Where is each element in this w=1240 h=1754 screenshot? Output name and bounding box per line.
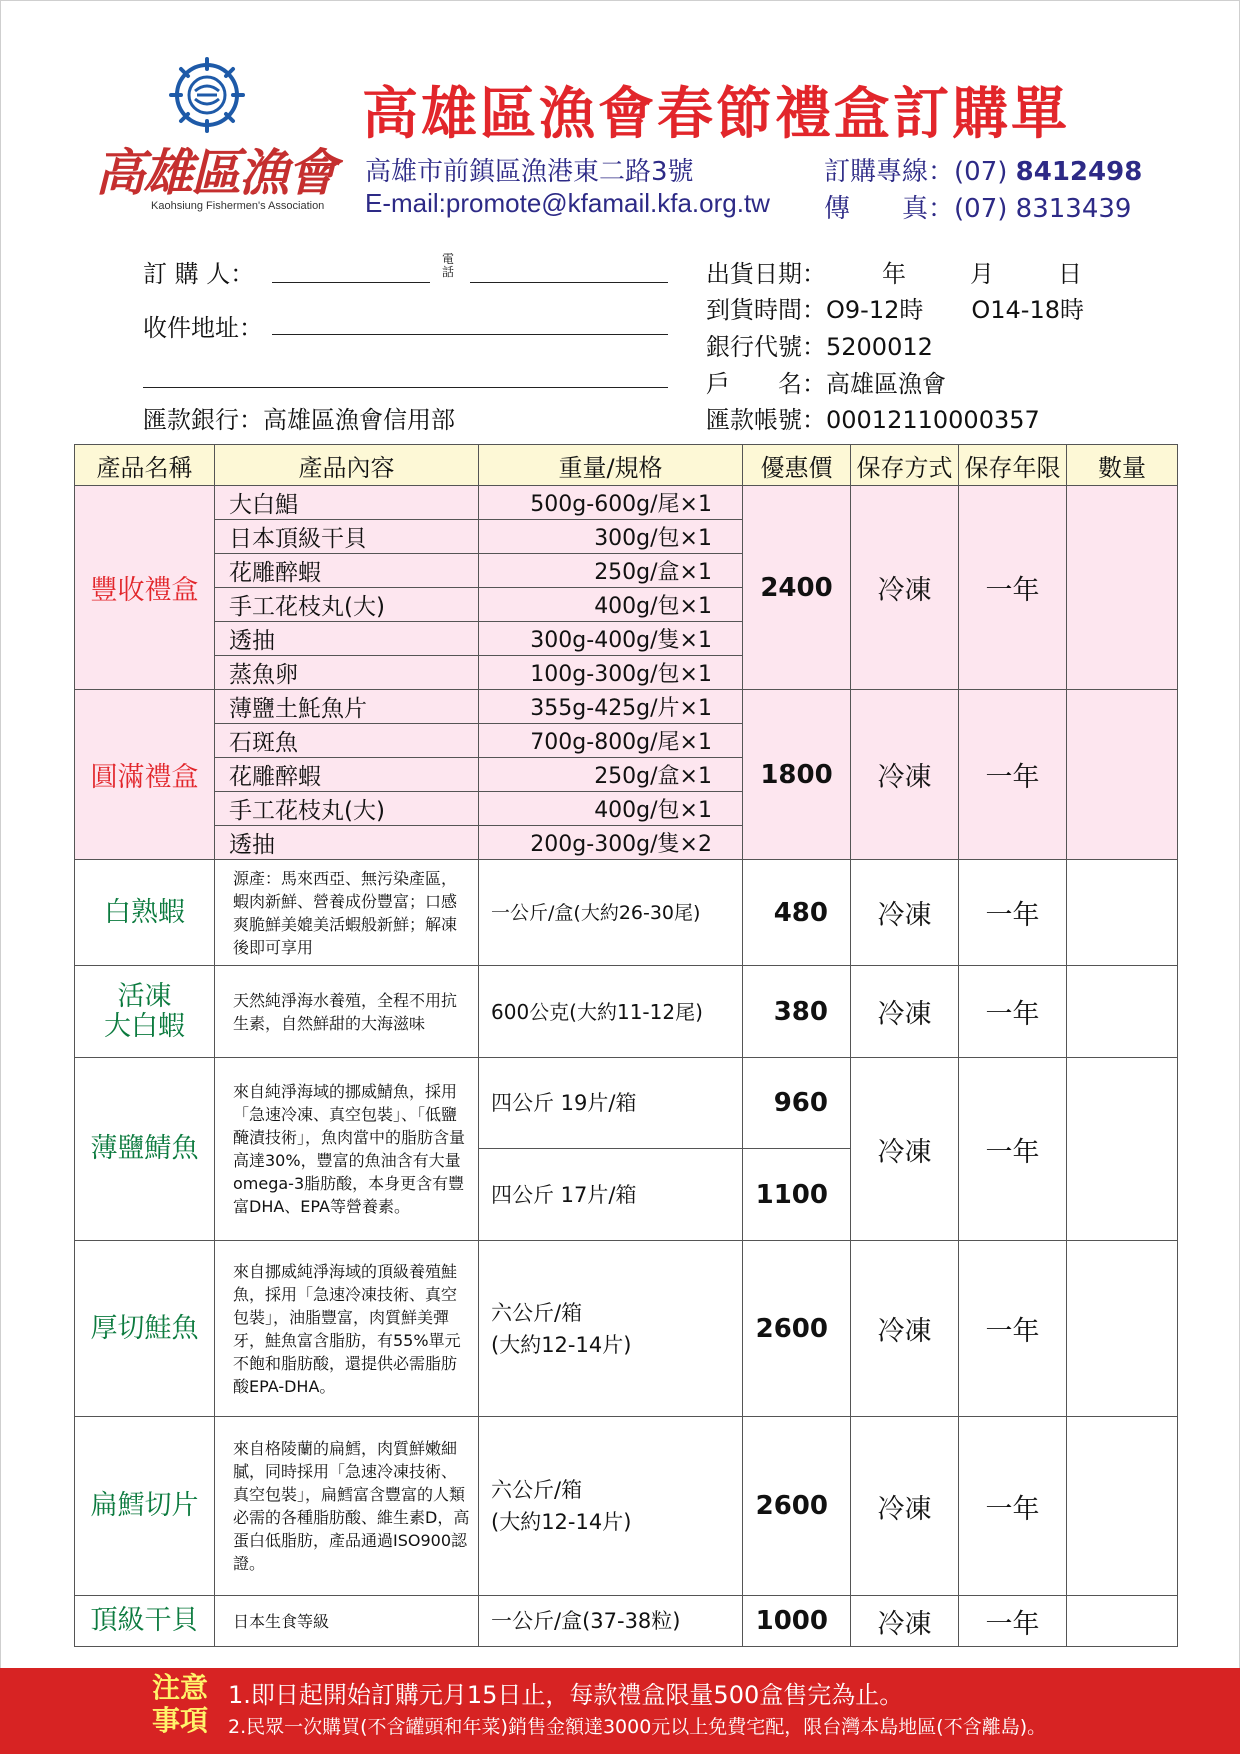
item-content: 透抽 (215, 826, 479, 860)
product-spec-line1: 六公斤/箱 (491, 1478, 583, 1502)
quantity-cell[interactable] (1067, 1596, 1178, 1647)
product-name-line1: 活凍 (117, 980, 172, 1012)
item-content: 蒸魚卵 (215, 656, 479, 690)
emblem-icon (167, 55, 247, 135)
table-row (75, 690, 1178, 724)
header-cell: 優惠價 (743, 445, 851, 486)
notice-label-line1: 注意 (151, 1671, 208, 1704)
address-label: 收件地址： (143, 314, 263, 342)
product-spec: 一公斤/盒(37-38粒) (479, 1596, 743, 1647)
price: 1000 (743, 1596, 851, 1647)
table-row (75, 966, 1178, 1058)
quantity-cell[interactable] (1067, 690, 1178, 860)
arrival-time[interactable]: 到貨時間：O9-12時 O14-18時 (706, 296, 1084, 324)
table-row (75, 1417, 1178, 1596)
product-description: 天然純淨海水養殖，全程不用抗生素，自然鮮甜的大海滋味 (215, 966, 479, 1058)
item-content: 花雕醉蝦 (215, 554, 479, 588)
storage: 冷凍 (851, 486, 959, 690)
product-description: 來自格陵蘭的扁鱈，肉質鮮嫩細膩，同時採用「急速冷凍技術、真空包裝」，扁鱈富含豐富的人類必需的各種脂肪酸、維生素D，高蛋白低脂肪，產品通過ISO900認證。 (215, 1417, 479, 1596)
price: 960 (743, 1058, 851, 1149)
storage: 冷凍 (851, 1241, 959, 1417)
product-spec-line2: (大約12-14片) (491, 1332, 632, 1357)
storage: 冷凍 (851, 860, 959, 966)
header-cell: 數量 (1067, 445, 1178, 486)
price: 2600 (743, 1241, 851, 1417)
page-title: 高雄區漁會春節禮盒訂購單 (362, 82, 1070, 147)
ship-date-year: 年 (882, 260, 906, 288)
fax (824, 188, 1131, 225)
product-spec: 四公斤 19片/箱 (479, 1058, 743, 1149)
hotline-number: 8412498 (1015, 157, 1143, 187)
quantity-cell[interactable] (1067, 966, 1178, 1058)
address-text: 高雄市前鎮區漁港東二路3號 (365, 157, 694, 187)
shelf-life: 一年 (959, 486, 1067, 690)
item-spec: 700g-800g/尾×1 (479, 724, 743, 758)
product-name: 扁鱈切片 (75, 1417, 215, 1596)
product-name: 頂級干貝 (75, 1596, 215, 1647)
product-spec: 四公斤 17片/箱 (479, 1149, 743, 1241)
shelf-life: 一年 (959, 1596, 1067, 1647)
tel-field[interactable] (470, 282, 668, 283)
item-content: 手工花枝丸(大) (215, 792, 479, 826)
fax-label: 傳 真： (824, 194, 955, 224)
table-row (75, 1058, 1178, 1149)
remit-bank: 匯款銀行：高雄區漁會信用部 (143, 406, 455, 434)
price: 1800 (743, 690, 851, 860)
item-content: 手工花枝丸(大) (215, 588, 479, 622)
item-spec: 250g/盒×1 (479, 758, 743, 792)
email-text: E-mail:promote@kfamail.kfa.org.tw (365, 188, 770, 218)
account-name: 戶 名：高雄區漁會 (706, 370, 946, 398)
header-cell: 產品內容 (215, 445, 479, 486)
logo-script-text: 高雄區漁會 (95, 143, 335, 202)
fax-number: 8313439 (1015, 194, 1132, 224)
item-spec: 300g/包×1 (479, 520, 743, 554)
notice-item-2: 2.民眾一次購買(不含罐頭和年菜)銷售金額達3000元以上免費宅配，限台灣本島地區(不含離島)。 (228, 1716, 1047, 1738)
notice-label (148, 1671, 212, 1737)
address-field-line2[interactable] (143, 387, 668, 388)
table-row (75, 860, 1178, 966)
logo-english-text: Kaohsiung Fishermen's Association (151, 200, 325, 212)
quantity-cell[interactable] (1067, 1058, 1178, 1241)
item-spec: 400g/包×1 (479, 792, 743, 826)
hotline (824, 151, 1142, 188)
item-content: 日本頂級干貝 (215, 520, 479, 554)
orderer-field[interactable] (272, 282, 430, 283)
storage: 冷凍 (851, 1058, 959, 1241)
hotline-label: 訂購專線： (824, 157, 955, 187)
header-cell: 保存方式 (851, 445, 959, 486)
storage: 冷凍 (851, 966, 959, 1058)
storage: 冷凍 (851, 690, 959, 860)
shelf-life: 一年 (959, 1241, 1067, 1417)
header-cell: 重量/規格 (479, 445, 743, 486)
ship-date-label: 出貨日期： (706, 260, 826, 288)
ship-date-month: 月 (970, 260, 994, 288)
table-row (75, 486, 1178, 520)
quantity-cell[interactable] (1067, 1241, 1178, 1417)
quantity-cell[interactable] (1067, 1417, 1178, 1596)
product-name: 薄鹽鯖魚 (75, 1058, 215, 1241)
product-spec (479, 1241, 743, 1417)
notice-item-1: 1.即日起開始訂購元月15日止，每款禮盒限量500盒售完為止。 (228, 1681, 904, 1709)
orderer-label: 訂 購 人： (143, 260, 255, 288)
product-name: 豐收禮盒 (75, 486, 215, 690)
header-cell: 保存年限 (959, 445, 1067, 486)
product-table (74, 444, 1178, 1647)
storage: 冷凍 (851, 1596, 959, 1647)
bank-code: 銀行代號：5200012 (706, 333, 933, 361)
product-description: 來自純淨海域的挪威鯖魚，採用「急速冷凍、真空包裝」、「低鹽醃漬技術」，魚肉當中的脂肪含量高達30%，豐富的魚油含有大量omega-3脂肪酸，本身更含有豐富DHA、EPA等營養素。 (215, 1058, 479, 1241)
header-cell: 產品名稱 (75, 445, 215, 486)
price: 380 (743, 966, 851, 1058)
product-description: 源產：馬來西亞、無污染產區，蝦肉新鮮、營養成份豐富；口感爽脆鮮美媲美活蝦般新鮮；解凍後即可享用 (215, 860, 479, 966)
item-content: 薄鹽土魠魚片 (215, 690, 479, 724)
storage: 冷凍 (851, 1417, 959, 1596)
quantity-cell[interactable] (1067, 860, 1178, 966)
item-content: 透抽 (215, 622, 479, 656)
product-spec: 600公克(大約11-12尾) (479, 966, 743, 1058)
tel-label-2: 話 (442, 265, 455, 279)
product-description: 來自挪威純淨海域的頂級養殖鮭魚，採用「急速冷凍技術、真空包裝」，油脂豐富，肉質鮮美彈牙，鮭魚富含脂肪，有55%單元不飽和脂肪酸，還提供必需脂肪酸EPA-DHA。 (215, 1241, 479, 1417)
shelf-life: 一年 (959, 690, 1067, 860)
shelf-life: 一年 (959, 966, 1067, 1058)
item-spec: 355g-425g/片×1 (479, 690, 743, 724)
quantity-cell[interactable] (1067, 486, 1178, 690)
fax-area: (07) (954, 194, 1008, 224)
notice-label-line2: 事項 (151, 1704, 208, 1737)
product-spec (479, 1417, 743, 1596)
product-name: 厚切鮭魚 (75, 1241, 215, 1417)
association-logo (95, 55, 335, 215)
account-number: 匯款帳號：00012110000357 (706, 406, 1040, 434)
product-name-line2: 大白蝦 (104, 1010, 185, 1042)
shelf-life: 一年 (959, 1058, 1067, 1241)
item-spec: 500g-600g/尾×1 (479, 486, 743, 520)
item-spec: 300g-400g/隻×1 (479, 622, 743, 656)
item-content: 石斑魚 (215, 724, 479, 758)
product-spec-line1: 六公斤/箱 (491, 1300, 583, 1325)
ship-date-day: 日 (1058, 260, 1082, 288)
shelf-life: 一年 (959, 1417, 1067, 1596)
item-spec: 250g/盒×1 (479, 554, 743, 588)
price: 2600 (743, 1417, 851, 1596)
item-content: 花雕醉蝦 (215, 758, 479, 792)
item-spec: 100g-300g/包×1 (479, 656, 743, 690)
item-spec: 200g-300g/隻×2 (479, 826, 743, 860)
price: 2400 (743, 486, 851, 690)
address-field[interactable] (272, 334, 668, 335)
product-spec: 一公斤/盒(大約26-30尾) (479, 860, 743, 966)
item-spec: 400g/包×1 (479, 588, 743, 622)
product-name: 圓滿禮盒 (75, 690, 215, 860)
price: 1100 (743, 1149, 851, 1241)
hotline-area: (07) (954, 157, 1008, 187)
product-spec-line2: (大約12-14片) (491, 1510, 632, 1534)
product-name: 白熟蝦 (75, 860, 215, 966)
tel-label (442, 253, 454, 279)
product-description: 日本生食等級 (215, 1596, 479, 1647)
item-content: 大白鯧 (215, 486, 479, 520)
product-name (75, 966, 215, 1058)
price: 480 (743, 860, 851, 966)
shelf-life: 一年 (959, 860, 1067, 966)
tel-label-1: 電 (442, 252, 455, 266)
table-row (75, 1241, 1178, 1417)
table-row (75, 1596, 1178, 1647)
table-header-row (75, 445, 1178, 486)
